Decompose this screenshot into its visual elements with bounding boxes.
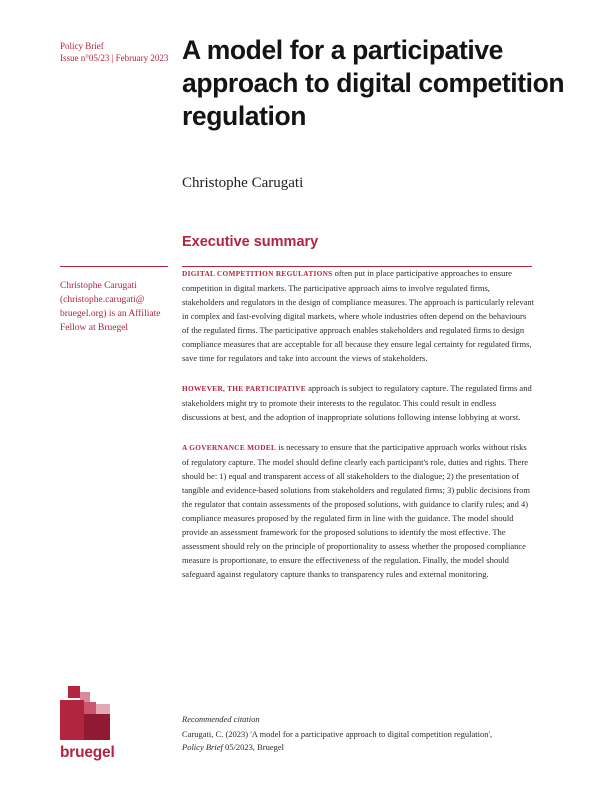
author-name: Christophe Carugati [182, 175, 304, 191]
citation-label: Recommended citation [182, 714, 260, 724]
paragraph-lead: DIGITAL COMPETITION REGULATIONS [182, 269, 333, 278]
citation-series: Policy Brief [182, 742, 223, 752]
summary-body [182, 266, 534, 597]
paragraph-text: approach is subject to regulatory capture. The regulated firms and stakeholders might try to promote their interests to the regulator. This could result in endless discussions at best, and the adoption of inappropriate solutions following intense lobbying at worst. [182, 383, 532, 422]
summary-paragraph [182, 266, 534, 365]
issue-label: Issue n°05/23 | February 2023 [60, 53, 169, 63]
document-title: A model for a participative approach to digital competition regulation [182, 35, 565, 131]
bruegel-logo-text: bruegel [60, 744, 115, 761]
recommended-citation [182, 713, 542, 754]
author-bio: Christophe Carugati (christophe.carugati@ bruegel.org) is an Affiliate Fellow at Bruegel [60, 281, 161, 333]
summary-paragraph [182, 440, 534, 581]
citation-text: Carugati, C. (2023) 'A model for a participative approach to digital competition regulation', [182, 729, 493, 739]
citation-issue: 05/2023, Bruegel [222, 742, 284, 752]
section-heading: Executive summary [182, 234, 319, 250]
paragraph-lead: A GOVERNANCE MODEL [182, 443, 277, 452]
summary-paragraph [182, 381, 534, 424]
paragraph-text: is necessary to ensure that the participative approach works without risks of regulatory capture. The model should define clearly each participant's role, duties and rights. There should be: 1) equal and transparent access of all stakeholders to the dialogue; 2) the presentation of tangible and evidence-based solutions from stakeholders and regulated firms; 3) public decisions from the regulator that contain assessments of the proposed solutions, with guidance to clarify rules; and 4) compliance measures proposed by the regulated firm in line with the guidance. The model should provide an assessment framework for the proposed solutions to identify the most effective. The assessment should rely on the principle of proportionality to assess whether the proposed compliance measure is proportionate, to ensure the effectiveness of the regulation. Finally, the model should safeguard against regulatory capture thanks to transparency rules and external monitoring. [182, 442, 530, 579]
series-label: Policy Brief [60, 41, 104, 51]
paragraph-text: often put in place participative approaches to ensure competition in digital markets. The participative approach aims to involve regulated firms, stakeholders and regulators in the design of compliance measures. The approach is particularly relevant in complex and fast-evolving digital markets, where whole industries often depend on the behaviours of the regulated firms. The participative approach enables stakeholders and regulated firms to design compliance measures that are acceptable for all because they ensure legal certainty for regulated firms, save time for regulators and take into account the views of stakeholders. [182, 268, 534, 363]
paragraph-lead: HOWEVER, THE PARTICIPATIVE [182, 384, 306, 393]
sidebar-divider [60, 266, 168, 267]
issue-info [60, 40, 168, 64]
